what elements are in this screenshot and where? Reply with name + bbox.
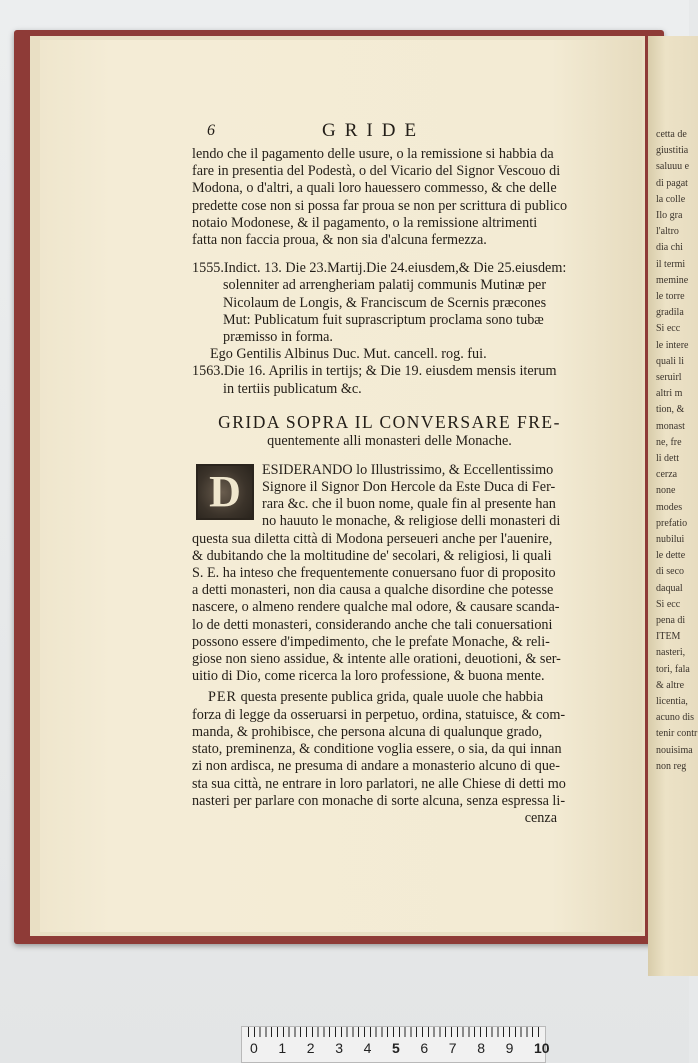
ruler-ticks xyxy=(248,1027,540,1037)
facing-page-fragment: nubilui xyxy=(656,534,685,545)
text-line: possono essere d'impedimento, che le prefate Monache, & reli- xyxy=(192,633,550,650)
decorated-initial xyxy=(196,464,254,520)
ruler-number: 0 xyxy=(250,1040,258,1056)
text-line: predette cose non si possa far proua se non per scrittura di publico xyxy=(192,197,568,214)
facing-page-fragment: non reg xyxy=(656,760,687,772)
text-line: questa sua diletta città di Modona perseueri anche per l'auenire, xyxy=(192,530,553,547)
text-line: uitio di Dio, come ricerca la loro professione, & buona mente. xyxy=(192,668,545,685)
facing-page-fragment: licentia, xyxy=(656,696,688,707)
text-line: a detti monasteri, non dia causa a qualche disordine che potesse xyxy=(192,582,554,599)
facing-page-fragment: nouisima xyxy=(656,744,693,756)
ruler-number: 3 xyxy=(335,1040,343,1056)
facing-page-fragment: cetta de xyxy=(656,129,687,140)
text-line: rara &c. che il buon nome, quale fin al presente han xyxy=(262,496,556,513)
facing-page-fragment: le torre xyxy=(656,291,685,302)
facing-page-fragment: altri m xyxy=(656,388,683,400)
text-line: lendo che il pagamento delle usure, o la remissione si habbia da xyxy=(192,146,554,162)
facing-page-fragment: tori, fala xyxy=(656,663,690,675)
facing-page-fragment: gradila xyxy=(656,307,684,319)
ruler-number: 4 xyxy=(363,1040,372,1056)
ruler-number: 5 xyxy=(392,1040,400,1056)
text-line: forza di legge da osseruarsi in perpetuo, ordina, statuisce, & com- xyxy=(192,706,566,723)
text-line: manda, & prohibisce, che persona alcuna di qualunque grado, xyxy=(192,723,543,740)
facing-page-fragment: prefatio xyxy=(656,517,688,529)
paragraph-per xyxy=(192,689,587,809)
facing-page-fragment: Ilo gra xyxy=(656,210,683,221)
facing-page-fragment: pena di xyxy=(656,615,686,626)
facing-page-fragment: seruirl xyxy=(656,372,682,383)
facing-page-fragment: giustitia xyxy=(656,145,689,157)
running-head: GRIDE xyxy=(322,120,426,141)
text-line: zi non ardisca, ne presuma di andare a monasterio alcuno di que- xyxy=(192,758,560,775)
text-line: sta sua città, ne entrare in loro parlatori, ne alle Chiese di detti mo xyxy=(192,775,566,792)
facing-page-fragment: saluuu e xyxy=(656,161,690,173)
facing-page-fragment: li dett xyxy=(656,453,680,464)
text-line: Nicolaum de Longis, & Franciscum de Scernis præcones xyxy=(223,294,547,311)
facing-page-fragment: acuno dis xyxy=(656,712,695,724)
facing-page-fragment: di seco xyxy=(656,566,685,578)
text-line: 1563.Die 16. Aprilis in tertijs; & Die 19. eiusdem mensis iterum xyxy=(192,363,557,380)
text-line: fatta non faccia proua, & non sia d'alcuna fermezza. xyxy=(192,232,487,249)
facing-page-fragment: cerza xyxy=(656,469,678,481)
facing-page xyxy=(648,36,698,976)
facing-page-fragment: Si ecc xyxy=(656,323,681,335)
text-line: 1555.Indict. 13. Die 23.Martij.Die 24.eiusdem,& Die 25.eiusdem: xyxy=(192,260,567,277)
facing-page-fragment: & altre xyxy=(656,679,685,691)
facing-page-fragment: nasteri, xyxy=(656,647,686,659)
ruler-number: 1 xyxy=(278,1040,287,1056)
initial-letter: D xyxy=(209,466,241,516)
section-heading: GRIDA SOPRA IL CONVERSARE FRE- xyxy=(218,411,561,432)
text-line: no hauuto le monache, & religiose delli monasteri di xyxy=(262,513,561,530)
ruler-number: 9 xyxy=(505,1040,514,1056)
text-line: nascere, o almeno rendere qualche mal odore, & causare scanda- xyxy=(192,599,560,616)
signature-line: Ego Gentilis Albinus Duc. Mut. cancell. rog. fui. xyxy=(210,346,487,363)
text-line: fare in presentia del Podestà, o del Vicario del Signor Vescouo di xyxy=(192,163,561,180)
text-line: in tertiis publicatum &c. xyxy=(223,380,362,397)
section-subheading: quentemente alli monasteri delle Monache. xyxy=(267,432,512,449)
measurement-ruler xyxy=(241,1026,550,1063)
facing-page-fragment: le dette xyxy=(656,550,686,562)
facing-page-fragment: Si ecc xyxy=(656,598,681,610)
facing-page-fragment: le intere xyxy=(656,339,689,351)
facing-page-fragment: monast xyxy=(656,420,685,432)
publication-note-1555 xyxy=(192,260,587,398)
facing-page-fragment: modes xyxy=(656,501,683,513)
page-header xyxy=(192,120,587,146)
facing-page-fragment: l'altro xyxy=(656,226,679,238)
text-line: lo de detti monasteri, considerando anche che tali conuersationi xyxy=(192,616,553,633)
ruler-number: 6 xyxy=(420,1040,429,1056)
facing-page-fragment: di pagat xyxy=(656,177,688,189)
facing-page-fragment: la colle xyxy=(656,193,686,205)
catchword: cenza xyxy=(524,809,557,826)
text-line: notaio Modonese, & il pagamento, o la remissione altrimenti xyxy=(192,214,538,231)
paragraph-usury xyxy=(192,146,587,249)
facing-page-fragment: ne, fre xyxy=(656,436,682,448)
text-line: Mut: Publicatum fuit suprascriptum proclama sono tubæ xyxy=(223,311,544,328)
facing-page-fragment: quali li xyxy=(656,355,685,367)
facing-page-fragment: none xyxy=(656,485,676,497)
facing-page-fragment: daqual xyxy=(656,582,683,594)
text-line: Signore il Signor Don Hercole da Este Duca di Fer- xyxy=(262,479,556,496)
text-line xyxy=(192,689,587,706)
text-line: giose non sieno assidue, & intente alle orationi, deuotioni, & ser- xyxy=(192,651,561,668)
page-content xyxy=(192,120,587,827)
line-text: questa presente publica grida, quale uuole che habbia xyxy=(240,689,544,706)
ruler-number: 10 xyxy=(534,1040,550,1056)
facing-page-fragment: memine xyxy=(656,274,689,286)
facing-page-fragment: tenir contr xyxy=(656,728,698,740)
facing-page-fragment: tion, & xyxy=(656,404,685,416)
paragraph-desiderando xyxy=(192,462,587,686)
text-line: ESIDERANDO lo Illustrissimo, & Eccellentissimo xyxy=(262,461,554,478)
ruler-number: 8 xyxy=(477,1040,485,1056)
text-line: præmisso in forma. xyxy=(223,329,333,346)
text-line: Modona, o d'altri, a quali loro hauessero commesso, & che delle xyxy=(192,180,557,197)
text-line: solenniter ad arrengheriam palatij communis Mutinæ per xyxy=(223,277,547,294)
facing-page-fragment: il termi xyxy=(656,258,686,270)
page-number: 6 xyxy=(207,122,215,139)
facing-page-fragment: ITEM xyxy=(656,631,681,643)
ruler-number: 2 xyxy=(306,1040,315,1056)
text-line: nasteri per parlare con monache di sorte alcuna, senza espressa li- xyxy=(192,792,566,809)
facing-page-fragment: dia chi xyxy=(656,242,683,254)
text-line: stato, preminenza, & conditione voglia essere, o sia, da qui innan xyxy=(192,741,562,758)
paragraph-lead-word: PER xyxy=(208,689,238,706)
text-line: S. E. ha inteso che frequentemente conuersano fuor di proposito xyxy=(192,565,556,582)
ruler-numbers xyxy=(242,1040,550,1060)
text-line: & dubitando che la moltitudine de' secolari, & religiosi, li quali xyxy=(192,547,552,564)
ruler-number: 7 xyxy=(448,1040,457,1056)
